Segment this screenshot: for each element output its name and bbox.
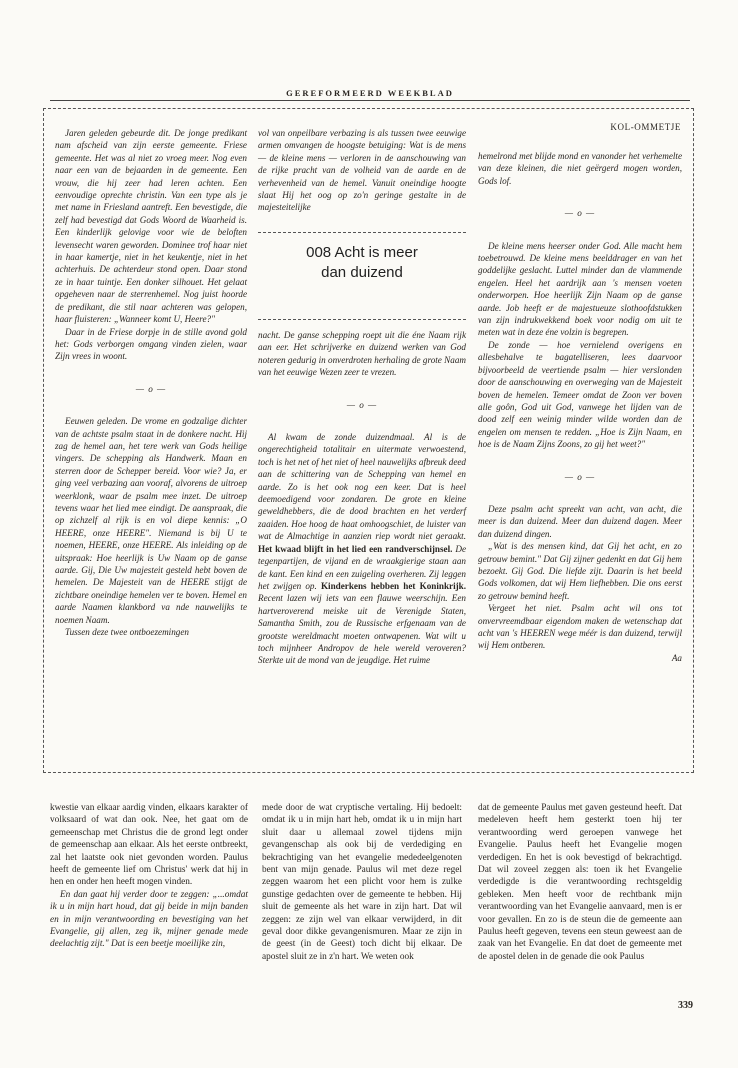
paragraph: De zonde — hoe vernielend overigens en allesbehalve te bagatelliseren, lees daarvoor bijvoorbeeld de veertiende psalm — hier verslonden door de aanschouwing en overweging van de Majesteit boven de hemelen. Temeer omdat de Zoon ver boven alle goôn, God uit God, vanwege het lijden van de dood zelf een weinig minder wilde worden dan de engelen om mensen te redden. „Hoe is Zijn Naam, en hoe is de Naam Zijns Zoons, zo gij het weet?" bbox=[478, 339, 682, 450]
paragraph: Deze psalm acht spreekt van acht, van acht, die meer is dan duizend. Meer dan duizend dagen. Meer dan duizend dingen. bbox=[478, 503, 682, 539]
section-divider: — o — bbox=[346, 399, 378, 410]
paragraph: De kleine mens heerser onder God. Alle macht hem toebetrouwd. De kleine mens beelddrager en van het goddelijke geslacht. Luttel minder dan de vlammende engelen. Heel het aardrijk aan 's mensen voeten onderworpen. Hoe heerlijk Zijn Naam op de ganse aarde. Job heeft er de majestueuze slothoofdstukken van zijn indrukwekkend boek voor nodig om uit te meten wat in deze éne volzin is begrepen. bbox=[478, 240, 682, 338]
paragraph: dat de gemeente Paulus met gaven gesteund heeft. Dat medeleven heeft hem gesterkt toen hij ter verantwoording werd geroepen vanwege het Evangelie. Paulus heeft het Evangelie mogen verdedigen. En het is ook bevestigd of bekrachtigd. Dat wil zoveel zeggen als: toen ik het Evangelie verdedigde is die verantwoording rechtsgeldig gebleken. Men heeft voor de rechtbank mijn verantwoording van het Evangelie aanvaard, men is er voor gevallen. En zo is de steun die de gemeente aan Paulus heeft gegeven, tevens een steun geweest aan de zaak van het Evangelie. En dat doet de gemeente met de apostel delen in de genade die ook Paulus bbox=[478, 803, 682, 962]
article-title-line-2: dan duizend bbox=[321, 264, 403, 281]
paragraph: Jaren geleden gebeurde dit. De jonge predikant nam afscheid van zijn eerste gemeente. Friese gemeente. Het was al niet zo vroeg meer. Nog even naar een van de bejaarden in de gemeente. Een vrouw, die hij zeer had leren achten. Een eenvoudige oprechte christin. Van een type als je met name in Friesland aantreft. Een bevestigde, die zelf had bevestigd dat Gods Woord de Waarheid is. Een kinderlijk gelovige voor wie de beloften levensecht waren geworden. Dominee trof haar niet in haar kamertje, niet in het keukentje, niet in het achterhuis. De achterdeur stond open. Daar stond ze in haar tuintje. Een donker silhouet. Het gelaat opgeheven naar de sterrenhemel. Nog juist hoorde de predikant, die stil naar achteren was gelopen, haar fluisteren: „Wanneer komt U, Heere?" bbox=[55, 128, 247, 325]
bottom-column-1 bbox=[50, 802, 248, 951]
masthead: GEREFORMEERD WEEKBLAD bbox=[50, 88, 690, 101]
column-label: KOL-OMMETJE bbox=[610, 122, 681, 132]
bold-text: Het kwaad blijft in het lied een randverschijnsel. bbox=[258, 543, 453, 554]
bold-text: Kinderkens hebben het Koninkrijk. bbox=[320, 580, 467, 591]
column-3 bbox=[478, 150, 682, 664]
text-run: De tegenpartijen, de vijand en de wraakgierige staan aan de kant. Een kind en een zuigeling overheren. Zij leggen het zwijgen op. bbox=[258, 543, 467, 591]
text-run: Recent lazen wij iets van een flauwe weerschijn. Een hartveroverend meiske uit de Verenigde Staten, Samantha Smith, zou de Russische erfgenaam van de grootste wereldmacht moeten ontwapenen. Wat wilt u toch mijnheer Andropov de hele wereld veroveren? Sterkte uit de mond van de jeugdige. Het ruime bbox=[258, 593, 466, 666]
page-number: 339 bbox=[678, 1000, 693, 1011]
paragraph: Daar in de Friese dorpje in de stille avond gold het: Gods verborgen omgang vinden zielen, waar Zijn vrees in woont. bbox=[55, 326, 247, 362]
paragraph: vol van onpeilbare verbazing is als tussen twee eeuwige armen omvangen de hoogste betuiging: Wat is de mens — de kleine mens — verloren in de aanschouwing van de rijke pracht van de volheid van de aarde en de verhevenheid van de hemel. Vanuit oneindige hoogte slaat Hij het oog op zo'n geringe gestalte in de majesteitelijke bbox=[258, 128, 466, 213]
author-signature: Aa bbox=[671, 652, 682, 663]
text-run: Al kwam de zonde duizendmaal. Al is de ongerechtigheid totalitair en uitermate verwoestend, toch is het net of het niet of heel nauwelijks afbreuk deed aan de schittering van de Schepping van hemel en aarde. Zo is het ook nog een keer. Dat is heel deemoedigend voor zondaren. De grote en kleine geweldhebbers, die de dood brachten en het verderf zaaiden. Hoe hoog de haat omhoogschiet, de luister van wat de Almachtige in aanzien riep wordt niet geraakt. bbox=[258, 432, 466, 542]
paragraph: Vergeet het niet. Psalm acht wil ons tot onvervreemdbaar eigendom maken de wetenschap dat acht van 's HEEREN wege méér is dan duizend, terwijl wij Hem ontberen. bbox=[478, 603, 682, 651]
article-title-line-1: 008 Acht is meer bbox=[306, 244, 418, 261]
section-divider: — o — bbox=[135, 383, 167, 394]
paragraph bbox=[258, 431, 466, 667]
bottom-column-3 bbox=[478, 802, 682, 963]
paragraph: nacht. De ganse schepping roept uit die éne Naam rijk aan eer. Het schrijverke en duizend werken van God noteren gedurig in onverdroten herhaling de grote Naam van het eeuwige Wezen zeer te vrezen. bbox=[258, 330, 466, 378]
paragraph: Eeuwen geleden. De vrome en godzalige dichter van de achtste psalm staat in de donkere nacht. Hij zag de hemel aan, het tere werk van Gods heilige vingers. De schepping als Handwerk. Maan en sterren door de Schepper bereid. Voor wie? Ja, er ging veel verbazing aan vooraf, alvorens de uitroep weerklonk, waar de psalm mee inzet. De uitroep tevens waar het lied mee eindigt. De aanspraak, die op zichzelf al rijk is en vol diepe kennis: „O HEERE, onze HEERE". Niemand is bij U te noemen, HEERE, onze HEERE. Als inleiding op de uitspraak: Hoe heerlijk is Uw Naam op de ganse aarde. Gij, Die Uw majesteit gesteld hebt boven de hemelen. De Majesteit van de HEERE stijgt de zichtbare oneindige hemelen ver te boven. Hemel en aarde Naamen klankbord va nde nauwelijks te noemen Naam. bbox=[55, 416, 247, 625]
paragraph: kwestie van elkaar aardig vinden, elkaars karakter of volksaard of wat dan ook. Nee, het gaat om de gemeenschap met Christus die de grond legt onder de gemeenschap aan elkaar. Als het eerste ontbreekt, zal het laatste ook niet gevonden worden. Paulus heeft de gemeente lief om Christus' werk dat hij in hen en onder hen heeft mogen vinden. bbox=[50, 803, 248, 888]
paragraph: Tussen deze twee ontboezemingen bbox=[65, 627, 189, 638]
article-title-box bbox=[258, 232, 466, 320]
paragraph: mede door de wat cryptische vertaling. Hij bedoelt: omdat ik u in mijn hart heb, omdat ik u in mijn hart sluit daar u allemaal zowel tijdens mijn gevangenschap als ook bij de verdediging en bekrachtiging van het evangelie mededeelgenoten bent van mijn genade. Paulus wil met deze regel zeggen waarom het een plicht voor hem is zulke gunstige gedachten over de gemeente te hebben. Hij sluit de gemeente als het ware in zijn hart. Dat wil zeggen: ze zijn wel van elkaar verwijderd, in dit geval door dikke gevangenismuren. Maar ze zijn in de geest (in de Geest) toch dicht bij elkaar. De apostel sluit ze in z'n hart. We weten ook bbox=[262, 803, 462, 962]
column-1 bbox=[55, 127, 247, 638]
bottom-column-2 bbox=[262, 802, 462, 963]
section-divider: — o — bbox=[564, 208, 596, 219]
column-2-top bbox=[258, 127, 466, 214]
paragraph: En dan gaat hij verder door te zeggen: „...omdat ik u in mijn hart houd, dat gij beide in mijn banden en in mijn verantwoording en bevestiging van het Evangelie, gij allen, zeg ik, mijner genade mede deelachtig zijt." Dat is een beetje moeilijke zin, bbox=[50, 889, 248, 950]
paragraph: „Wat is des mensen kind, dat Gij het acht, en zo getrouw bemint." Dat Gij zijner gedenkt en dat Gij hem bezoekt. Gij God. Die liefde zijt. Daarin is het beeld Gods volkomen, dat wij Hem liefhebben. Die ons eerst zo getrouw bemind heeft. bbox=[478, 541, 682, 601]
section-divider: — o — bbox=[564, 471, 596, 482]
column-2 bbox=[258, 329, 466, 667]
paragraph: hemelrond met blijde mond en vanonder het verhemelte van deze kleinen, die niet geërgerd mogen worden, Gods lof. bbox=[478, 151, 682, 186]
